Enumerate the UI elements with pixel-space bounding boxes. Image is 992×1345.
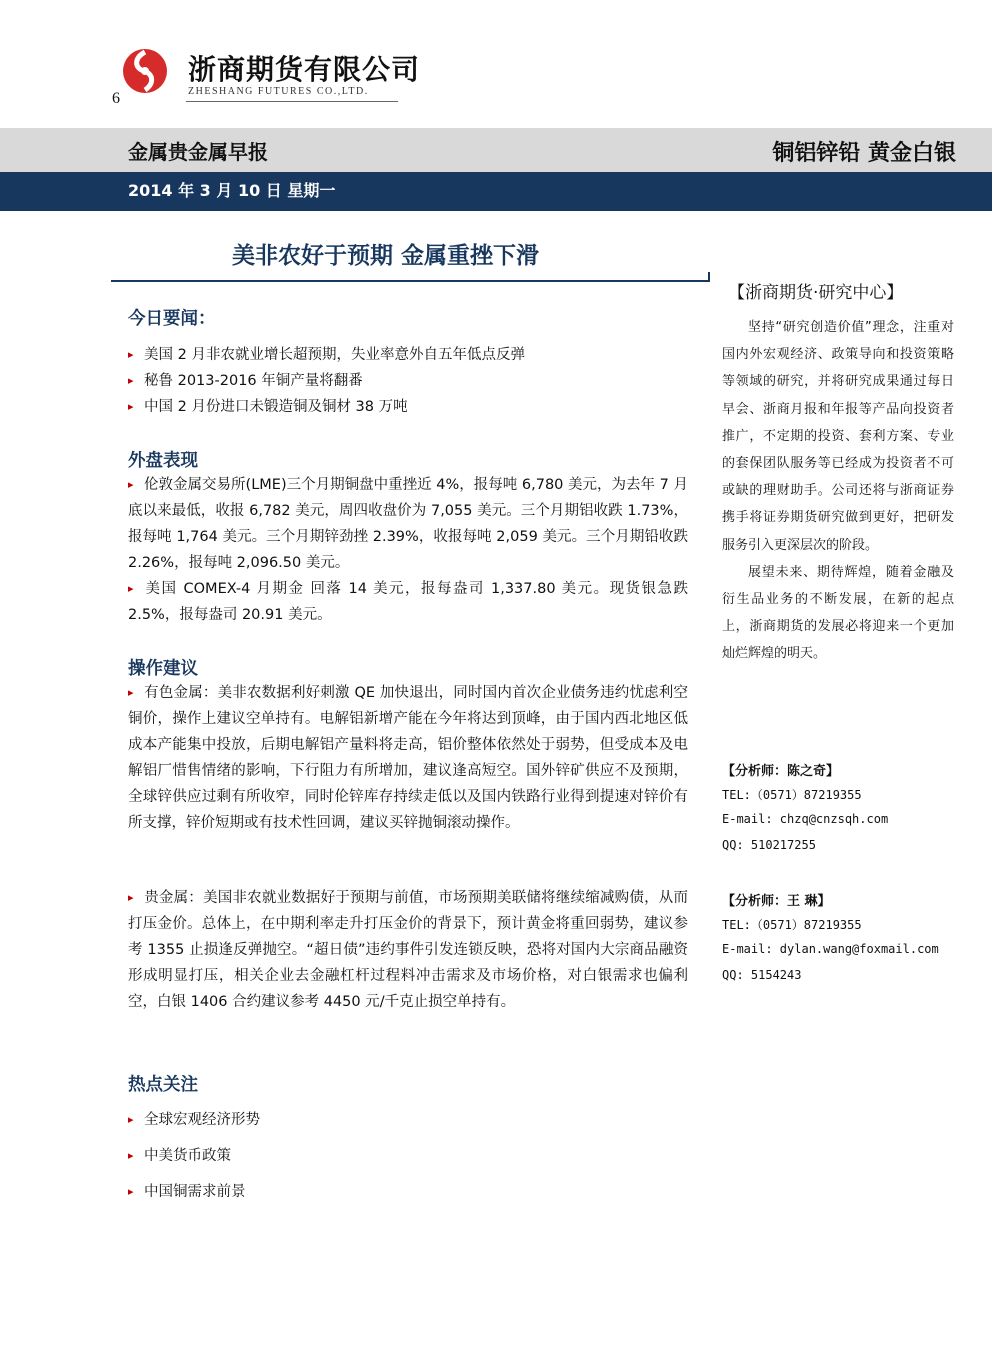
- arrow-bullet-icon: ▸: [128, 686, 134, 699]
- list-item: ▸ 秘鲁 2013-2016 年铜产量将翻番: [128, 368, 688, 394]
- list-item: ▸ 中国 2 月份进口未锻造铜及铜材 38 万吨: [128, 394, 688, 420]
- overseas-heading: 外盘表现: [128, 451, 198, 471]
- list-item: ▸ 中国铜需求前景: [128, 1179, 688, 1205]
- company-name-en: ZHESHANG FUTURES CO.,LTD.: [188, 86, 369, 97]
- report-date: 2014 年 3 月 10 日 星期一: [128, 181, 336, 200]
- research-center-intro: 坚持“研究创造价值”理念，注重对国内外宏观经济、政策导向和投资策略等领域的研究，并将研究成果通过每日早会、浙商月报和年报等产品向投资者推广，不定期的投资、套利方案、专业的套保团队服务等已经成为投资者不可或缺的理财助手。公司还将与浙商证券携手将证券期货研究做到更好，把研发服务引入更深层次的阶段。 展望未来、期待辉煌，随着金融及衍生品业务的不断发展，在新的起点上，浙商期货的发展必将迎来一个更加灿烂辉煌的明天。: [722, 320, 954, 662]
- arrow-bullet-icon: ▸: [128, 374, 134, 387]
- report-type: 金属贵金属早报: [128, 140, 268, 164]
- analyst-tel: TEL:（0571）87219355: [722, 788, 862, 802]
- arrow-bullet-icon: ▸: [128, 1113, 134, 1126]
- news-heading: 今日要闻：: [128, 309, 216, 329]
- analyst-card: [722, 890, 954, 994]
- analyst-card: [722, 760, 954, 864]
- list-item: ▸ 美国 2 月非农就业增长超预期，失业率意外自五年低点反弹: [128, 342, 688, 368]
- title-underline-tick: [708, 272, 710, 282]
- arrow-bullet-icon: ▸: [128, 1149, 134, 1162]
- metals-covered: 铜铝锌铅 黄金白银: [772, 141, 956, 166]
- arrow-bullet-icon: ▸: [128, 891, 134, 904]
- advice-heading: 操作建议: [128, 659, 198, 679]
- focus-heading: 热点关注: [128, 1075, 198, 1095]
- company-logo-icon: [122, 48, 168, 94]
- analyst-qq: QQ: 5154243: [722, 968, 802, 982]
- analyst-tel: TEL:（0571）87219355: [722, 918, 862, 932]
- company-name-cn: 浙商期货有限公司: [188, 53, 421, 86]
- title-underline: [111, 280, 708, 282]
- arrow-bullet-icon: ▸: [128, 348, 134, 361]
- overseas-para-metals: ▸ 伦敦金属交易所(LME)三个月期铜盘中重挫近 4%，报每吨 6,780 美元，为去年 7 月底以来最低，收报 6,782 美元，周四收盘价为 7,055 美元。三个月期铝收跌 1.73%，报每吨 1,764 美元。三个月期锌劲挫 2.39%，收报每吨 2,059 美元。三个月期铅收跌 2.26%，报每吨 2,096.50 美元。: [128, 472, 688, 576]
- analyst-qq: QQ: 510217255: [722, 838, 816, 852]
- news-list: [128, 342, 688, 420]
- arrow-bullet-icon: ▸: [128, 582, 134, 595]
- report-title: 美非农好于预期 金属重挫下滑: [232, 243, 540, 269]
- page-number: 6: [112, 90, 120, 107]
- research-center-title: 【浙商期货·研究中心】: [728, 283, 904, 303]
- analyst-email[interactable]: E-mail: chzq@cnzsqh.com: [722, 812, 889, 826]
- logo-underline: [186, 101, 398, 102]
- arrow-bullet-icon: ▸: [128, 478, 134, 491]
- analyst-name: 【分析师：陈之奇】: [722, 764, 840, 779]
- overseas-para-gold: ▸ 美国 COMEX-4 月期金 回落 14 美元，报每盎司 1,337.80 美元。现货银急跌 2.5%，报每盎司 20.91 美元。: [128, 576, 688, 628]
- advice-para-precious: ▸ 贵金属：美国非农就业数据好于预期与前值，市场预期美联储将继续缩减购债，从而打压金价。总体上，在中期利率走升打压金价的背景下，预计黄金将重回弱势，建议参考 1355 止损逢反弹抛空。“超日债”违约事件引发连锁反映，恐将对国内大宗商品融资形成明显打压，相关企业去金融杠杆过程料冲击需求及市场价格，对白银需求也偏利空，白银 1406 合约建议参考 4450 元/千克止损空单持有。: [128, 885, 688, 1015]
- list-item: ▸ 中美货币政策: [128, 1143, 688, 1169]
- analyst-email[interactable]: E-mail: dylan.wang@foxmail.com: [722, 942, 939, 956]
- arrow-bullet-icon: ▸: [128, 400, 134, 413]
- analyst-name: 【分析师：王 琳】: [722, 894, 831, 909]
- advice-para-nonferrous: ▸ 有色金属：美非农数据利好刺激 QE 加快退出，同时国内首次企业债务违约忧虑利空铜价，操作上建议空单持有。电解铝新增产能在今年将达到顶峰，由于国内西北地区低成本产能集中投放，后期电解铝产量料将走高，铝价整体依然处于弱势，但受成本及电解铝厂惜售情绪的影响，下行阻力有所增加，建议逢高短空。国外锌矿供应不及预期，全球锌供应过剩有所收窄，同时伦锌库存持续走低以及国内铁路行业得到提速对锌价有所支撑，锌价短期或有技术性回调，建议买锌抛铜滚动操作。: [128, 680, 688, 836]
- arrow-bullet-icon: ▸: [128, 1185, 134, 1198]
- list-item: ▸ 全球宏观经济形势: [128, 1107, 688, 1133]
